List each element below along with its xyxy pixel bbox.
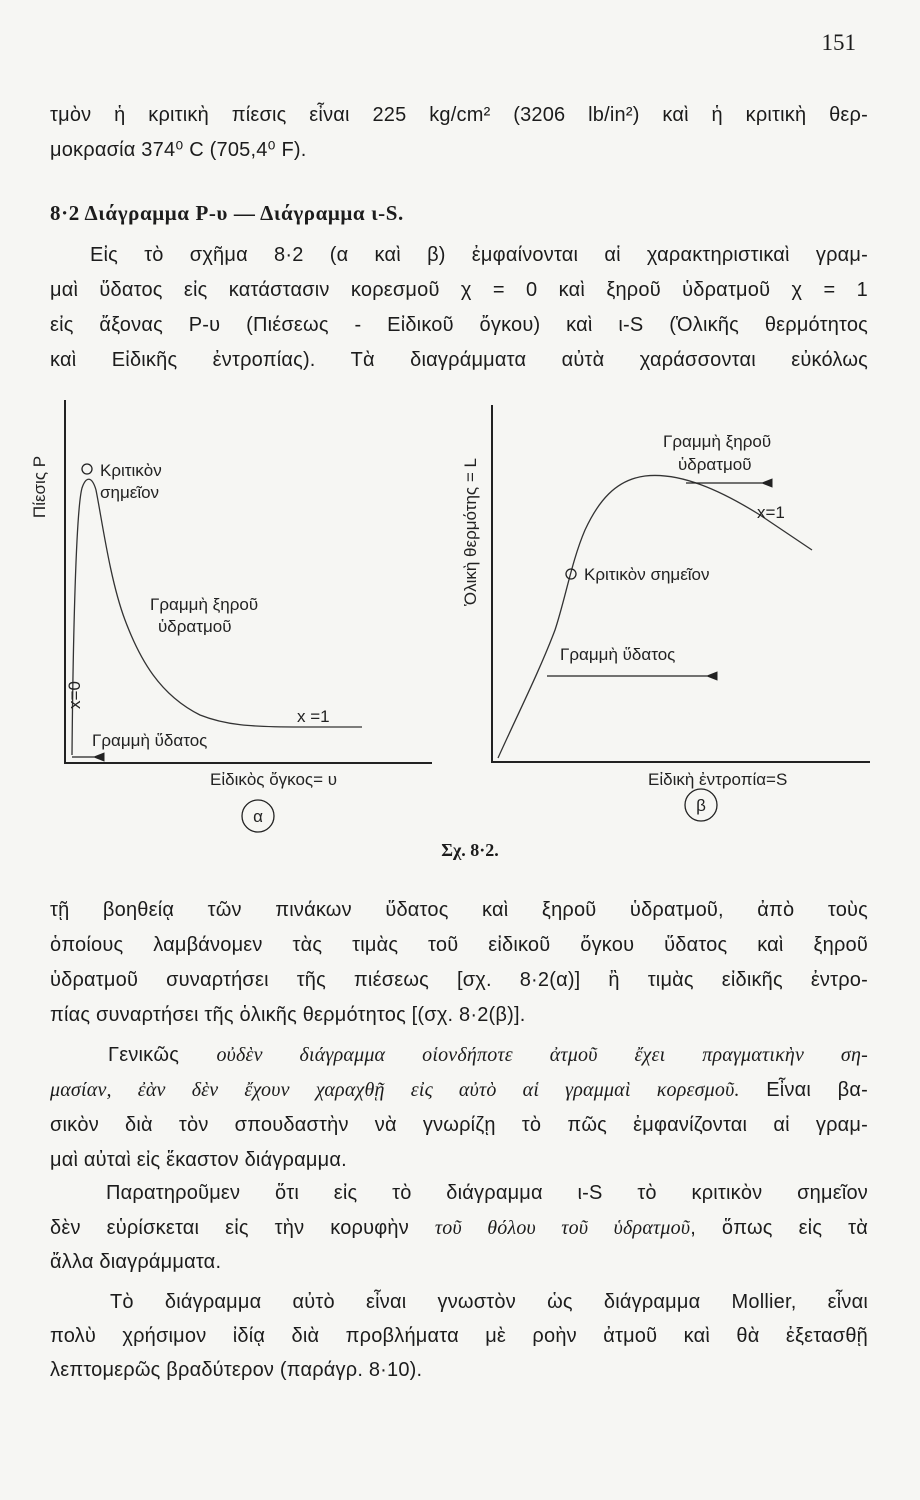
paragraph-line: μαὶ αὐταὶ εἰς ἕκαστον διάγραμμα.	[50, 1149, 347, 1171]
paragraph-line: μαὶ ὕδατος εἰς κατάστασιν κορεσμοῦ χ = 0 καὶ ξηροῦ ὑδρατμοῦ χ = 1	[50, 279, 868, 301]
paragraph-line	[50, 1212, 868, 1244]
entropy-axis-label: Εἰδικὴ ἐντροπία=S	[648, 770, 788, 789]
paragraph-line: μοκρασία 374⁰ C (705,4⁰ F).	[50, 139, 307, 161]
x1-label: x =1	[297, 707, 330, 726]
diagram-tag: α	[253, 807, 263, 826]
paragraph-line: λεπτομερῶς βραδύτερον (παράγρ. 8·10).	[50, 1359, 423, 1381]
critical-point-label: Κριτικὸν σημεῖον	[584, 565, 710, 584]
paragraph-line: Παρατηροῦμεν ὅτι εἰς τὸ διάγραμμα ι-S τὸ κριτικὸν σημεῖον	[106, 1182, 868, 1204]
paragraph-line: τῇ βοηθείᾳ τῶν πινάκων ὕδατος καὶ ξηροῦ ὑδρατμοῦ, ἀπὸ τοὺς	[50, 899, 868, 921]
emphasis-run: οὐδὲν διάγραμμα οἱονδήποτε ἀτμοῦ ἔχει πραγματικὴν ση-	[216, 1044, 868, 1066]
dry-vapour-line-label: ὑδρατμοῦ	[158, 617, 232, 636]
text-run: Γενικῶς	[108, 1044, 217, 1066]
emphasis-run: μασίαν, ἐὰν δὲν ἔχουν χαραχθῇ εἰς αὐτὸ αἱ γραμμαὶ κορεσμοῦ.	[50, 1079, 740, 1101]
emphasis-run: τοῦ θόλου τοῦ ὑδρατμοῦ	[434, 1217, 691, 1239]
text-run: , ὅπως εἰς τὰ	[690, 1217, 868, 1239]
text-run: Εἶναι βα-	[739, 1079, 868, 1101]
paragraph-line: Εἰς τὸ σχῆμα 8·2 (α καὶ β) ἐμφαίνονται αἱ χαρακτηριστικαὶ γραμ-	[90, 244, 868, 266]
figure-caption: Σχ. 8·2.	[441, 840, 499, 860]
paragraph-line: πίας συναρτήσει τῆς ὁλικῆς θερμότητος [(σχ. 8·2(β)].	[50, 1004, 526, 1026]
figure-8-2	[0, 390, 920, 835]
paragraph-line	[50, 1074, 868, 1106]
paragraph-line: ὑδρατμοῦ συναρτήσει τῆς πιέσεως [σχ. 8·2(α)] ἢ τιμὰς εἰδικῆς ἐντρο-	[50, 969, 868, 991]
paragraph-line: τμὸν ἡ κριτικὴ πίεσις εἶναι 225 kg/cm² (3206 lb/in²) καὶ ἡ κριτικὴ θερ-	[50, 104, 868, 126]
diagram-i-s	[461, 405, 870, 821]
section-heading: 8·2 Διάγραμμα P-υ — Διάγραμμα ι-S.	[50, 201, 404, 225]
paragraph-line: ἄλλα διαγράμματα.	[50, 1251, 222, 1273]
diagram-p-v	[30, 400, 432, 832]
paragraph-line	[108, 1039, 868, 1071]
diagram-tag: β	[696, 796, 706, 815]
critical-point-label: Κριτικὸν	[100, 461, 162, 480]
critical-point-label: σημεῖον	[100, 483, 160, 502]
paragraph-line: σικὸν διὰ τὸν σπουδαστὴν νὰ γνωρίζῃ τὸ πῶς ἐμφανίζονται αἱ γραμ-	[50, 1114, 868, 1136]
volume-axis-label: Εἰδικὸς ὄγκος= υ	[210, 770, 338, 789]
dry-vapour-line-label: Γραμμὴ ξηροῦ	[150, 595, 259, 614]
text-run: δὲν εὑρίσκεται εἰς τὴν κορυφὴν	[50, 1217, 435, 1239]
dry-vapour-line-label: Γραμμὴ ξηροῦ	[663, 432, 772, 451]
enthalpy-axis-label: Ὁλικὴ θερμότης = L	[461, 458, 480, 606]
paragraph-line: καὶ Εἰδικῆς ἐντροπίας). Τὰ διαγράμματα αὐτὰ χαράσσονται εὐκόλως	[50, 349, 868, 371]
water-line-label: Γραμμὴ ὕδατος	[92, 731, 208, 750]
critical-point-marker	[82, 464, 92, 474]
paragraph-line: ὁποίους λαμβάνομεν τὰς τιμὰς τοῦ εἰδικοῦ ὄγκου ὕδατος καὶ ξηροῦ	[50, 934, 868, 956]
paragraph-line: πολὺ χρήσιμον ἰδίᾳ διὰ προβλήματα μὲ ροὴν ἀτμοῦ καὶ θὰ ἐξετασθῇ	[50, 1325, 868, 1347]
water-line-label: Γραμμὴ ὕδατος	[560, 645, 676, 664]
pressure-axis-label: Πίεσις P	[30, 455, 49, 519]
dry-vapour-line-label: ὑδρατμοῦ	[678, 455, 752, 474]
x0-label: x=0	[65, 681, 84, 709]
page-number: 151	[821, 30, 856, 55]
paragraph-line: Τὸ διάγραμμα αὐτὸ εἶναι γνωστὸν ὡς διάγραμμα Mollier, εἶναι	[110, 1291, 868, 1313]
x1-label: x=1	[757, 503, 785, 522]
paragraph-line: εἰς ἄξονας P-υ (Πιέσεως - Εἰδικοῦ ὄγκου) καὶ ι-S (Ὁλικῆς θερμότητος	[50, 314, 868, 336]
